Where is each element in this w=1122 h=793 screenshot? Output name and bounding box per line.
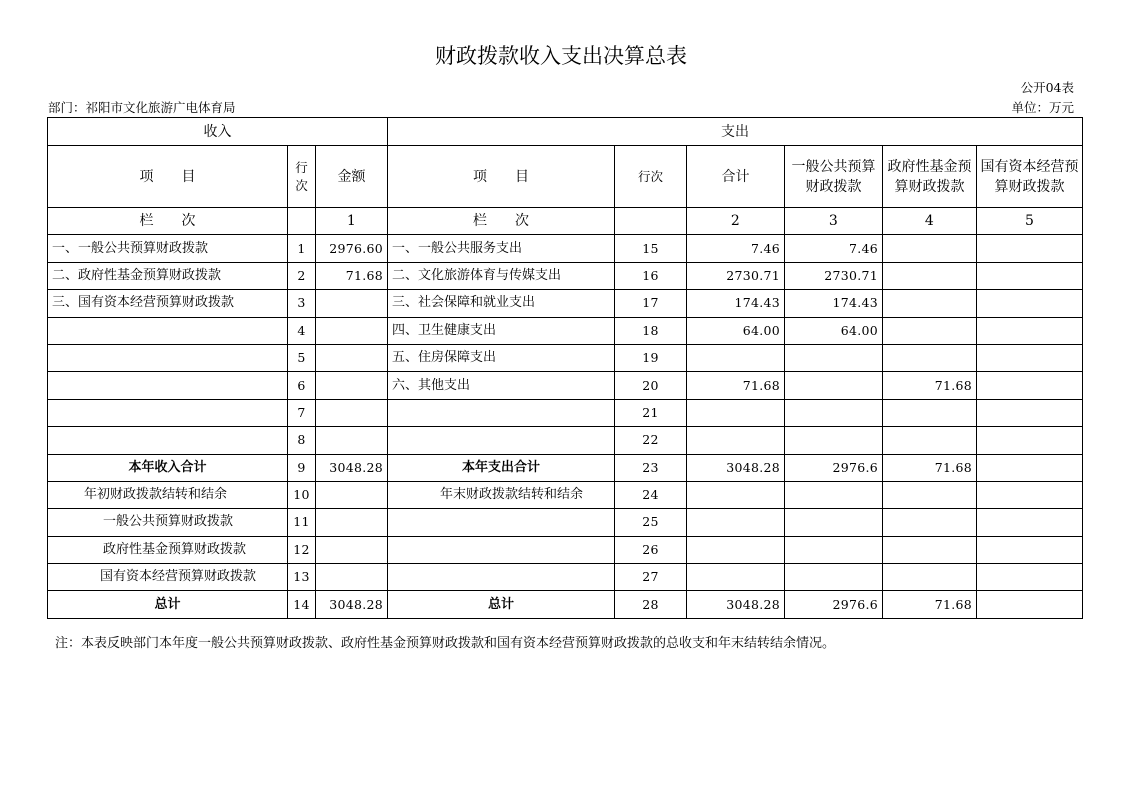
fund-budget-value bbox=[883, 235, 977, 262]
income-item: 政府性基金预算财政拨款 bbox=[48, 536, 288, 563]
form-number: 公开04表 bbox=[1020, 80, 1074, 95]
col-number-1: 1 bbox=[316, 208, 388, 235]
general-budget-value bbox=[785, 427, 883, 454]
income-item: 国有资本经营预算财政拨款 bbox=[48, 564, 288, 591]
income-amount: 2976.60 bbox=[316, 235, 388, 262]
income-line-no: 11 bbox=[288, 509, 316, 536]
state-capital-header: 国有资本经营预算财政拨款 bbox=[977, 146, 1083, 208]
state-capital-value bbox=[977, 262, 1083, 289]
income-amount bbox=[316, 290, 388, 317]
income-header: 收入 bbox=[48, 118, 388, 146]
expense-item: 三、社会保障和就业支出 bbox=[388, 290, 615, 317]
state-capital-value bbox=[977, 454, 1083, 481]
expense-line-no: 27 bbox=[615, 564, 687, 591]
expense-line-no: 28 bbox=[615, 591, 687, 618]
general-budget-value bbox=[785, 399, 883, 426]
income-item bbox=[48, 317, 288, 344]
expense-item: 二、文化旅游体育与传媒支出 bbox=[388, 262, 615, 289]
total-value: 2730.71 bbox=[687, 262, 785, 289]
fund-budget-value: 71.68 bbox=[883, 372, 977, 399]
expense-item: 六、其他支出 bbox=[388, 372, 615, 399]
income-item: 二、政府性基金预算财政拨款 bbox=[48, 262, 288, 289]
expense-line-no: 15 bbox=[615, 235, 687, 262]
general-budget-value: 2976.6 bbox=[785, 591, 883, 618]
state-capital-value bbox=[977, 317, 1083, 344]
income-line-no: 9 bbox=[288, 454, 316, 481]
total-value bbox=[687, 344, 785, 371]
income-line-no-header: 行次 bbox=[288, 146, 316, 208]
fund-budget-value bbox=[883, 399, 977, 426]
year-expense-total-label: 本年支出合计 bbox=[388, 454, 615, 481]
lanci-label: 栏 次 bbox=[48, 208, 288, 235]
state-capital-value bbox=[977, 290, 1083, 317]
table-row bbox=[48, 262, 1083, 289]
expense-line-no: 24 bbox=[615, 481, 687, 508]
income-amount bbox=[316, 372, 388, 399]
general-budget-value: 2730.71 bbox=[785, 262, 883, 289]
fund-budget-value bbox=[883, 344, 977, 371]
expense-line-no: 16 bbox=[615, 262, 687, 289]
general-budget-header: 一般公共预算财政拨款 bbox=[785, 146, 883, 208]
expense-line-no: 20 bbox=[615, 372, 687, 399]
income-amount bbox=[316, 427, 388, 454]
state-capital-value bbox=[977, 344, 1083, 371]
col-number-4: 4 bbox=[883, 208, 977, 235]
unit-label: 单位：万元 bbox=[1011, 100, 1074, 115]
expense-line-no: 21 bbox=[615, 399, 687, 426]
income-item-header: 项 目 bbox=[48, 146, 288, 208]
col-number-3: 3 bbox=[785, 208, 883, 235]
income-item bbox=[48, 372, 288, 399]
fund-budget-value bbox=[883, 427, 977, 454]
table-row bbox=[48, 344, 1083, 371]
income-line-no: 13 bbox=[288, 564, 316, 591]
income-line-no: 7 bbox=[288, 399, 316, 426]
total-value: 3048.28 bbox=[687, 454, 785, 481]
general-budget-value: 2976.6 bbox=[785, 454, 883, 481]
expense-header: 支出 bbox=[388, 118, 1083, 146]
table-row bbox=[48, 399, 1083, 426]
lanci-label: 栏 次 bbox=[388, 208, 615, 235]
state-capital-value bbox=[977, 427, 1083, 454]
expense-item bbox=[388, 509, 615, 536]
table-row bbox=[48, 427, 1083, 454]
income-amount: 3048.28 bbox=[316, 591, 388, 618]
expense-line-no-header: 行次 bbox=[615, 146, 687, 208]
column-header-row bbox=[48, 146, 1083, 208]
total-value bbox=[687, 427, 785, 454]
income-amount bbox=[316, 344, 388, 371]
fund-budget-value bbox=[883, 290, 977, 317]
footnote: 注：本表反映部门本年度一般公共预算财政拨款、政府性基金预算财政拨款和国有资本经营预算财政拨款的总收支和年末结转结余情况。 bbox=[55, 636, 836, 651]
expense-line-no: 23 bbox=[615, 454, 687, 481]
year-total-row bbox=[48, 454, 1083, 481]
carry-row bbox=[48, 564, 1083, 591]
expense-item: 四、卫生健康支出 bbox=[388, 317, 615, 344]
state-capital-value bbox=[977, 235, 1083, 262]
expense-item: 一、一般公共服务支出 bbox=[388, 235, 615, 262]
expense-item: 五、住房保障支出 bbox=[388, 344, 615, 371]
total-value bbox=[687, 399, 785, 426]
section-header-row bbox=[48, 118, 1083, 146]
general-budget-value: 64.00 bbox=[785, 317, 883, 344]
table-row bbox=[48, 372, 1083, 399]
expense-item bbox=[388, 564, 615, 591]
state-capital-value bbox=[977, 591, 1083, 618]
col-number-5: 5 bbox=[977, 208, 1083, 235]
income-item bbox=[48, 427, 288, 454]
fund-budget-value bbox=[883, 317, 977, 344]
total-header: 合计 bbox=[687, 146, 785, 208]
total-value: 7.46 bbox=[687, 235, 785, 262]
general-budget-value: 174.43 bbox=[785, 290, 883, 317]
expense-line-no: 17 bbox=[615, 290, 687, 317]
state-capital-value bbox=[977, 399, 1083, 426]
table-row bbox=[48, 235, 1083, 262]
column-number-row bbox=[48, 208, 1083, 235]
income-item bbox=[48, 344, 288, 371]
grand-total-row bbox=[48, 591, 1083, 618]
expense-item bbox=[388, 536, 615, 563]
income-amount bbox=[316, 317, 388, 344]
income-item bbox=[48, 399, 288, 426]
table-row bbox=[48, 317, 1083, 344]
expense-line-no: 22 bbox=[615, 427, 687, 454]
general-budget-value bbox=[785, 372, 883, 399]
income-amount-header: 金额 bbox=[316, 146, 388, 208]
income-item: 年初财政拨款结转和结余 bbox=[48, 481, 288, 508]
expense-item: 年末财政拨款结转和结余 bbox=[388, 481, 615, 508]
expense-line-no: 19 bbox=[615, 344, 687, 371]
total-value: 71.68 bbox=[687, 372, 785, 399]
income-item: 一般公共预算财政拨款 bbox=[48, 509, 288, 536]
income-amount: 3048.28 bbox=[316, 454, 388, 481]
income-line-no: 12 bbox=[288, 536, 316, 563]
grand-total-income-label: 总计 bbox=[48, 591, 288, 618]
expense-item bbox=[388, 427, 615, 454]
income-amount: 71.68 bbox=[316, 262, 388, 289]
grand-total-expense-label: 总计 bbox=[388, 591, 615, 618]
income-item: 一、一般公共预算财政拨款 bbox=[48, 235, 288, 262]
fund-budget-value bbox=[883, 262, 977, 289]
income-item: 三、国有资本经营预算财政拨款 bbox=[48, 290, 288, 317]
department-label: 部门：祁阳市文化旅游广电体育局 bbox=[48, 100, 236, 115]
income-line-no: 1 bbox=[288, 235, 316, 262]
year-income-total-label: 本年收入合计 bbox=[48, 454, 288, 481]
income-line-no: 10 bbox=[288, 481, 316, 508]
income-line-no: 4 bbox=[288, 317, 316, 344]
expense-item bbox=[388, 399, 615, 426]
fund-budget-value: 71.68 bbox=[883, 454, 977, 481]
carry-row bbox=[48, 481, 1083, 508]
expense-line-no: 26 bbox=[615, 536, 687, 563]
income-line-no: 3 bbox=[288, 290, 316, 317]
total-value: 3048.28 bbox=[687, 591, 785, 618]
income-line-no: 5 bbox=[288, 344, 316, 371]
income-line-no: 2 bbox=[288, 262, 316, 289]
expense-line-no: 18 bbox=[615, 317, 687, 344]
income-line-no: 6 bbox=[288, 372, 316, 399]
table-row bbox=[48, 290, 1083, 317]
fund-budget-value: 71.68 bbox=[883, 591, 977, 618]
fund-budget-header: 政府性基金预算财政拨款 bbox=[883, 146, 977, 208]
state-capital-value bbox=[977, 372, 1083, 399]
income-line-no: 14 bbox=[288, 591, 316, 618]
total-value: 174.43 bbox=[687, 290, 785, 317]
general-budget-value: 7.46 bbox=[785, 235, 883, 262]
page-title: 财政拨款收入支出决算总表 bbox=[435, 44, 687, 68]
income-line-no: 8 bbox=[288, 427, 316, 454]
col-number-2: 2 bbox=[687, 208, 785, 235]
carry-row bbox=[48, 509, 1083, 536]
income-amount bbox=[316, 399, 388, 426]
total-value: 64.00 bbox=[687, 317, 785, 344]
expense-item-header: 项 目 bbox=[388, 146, 615, 208]
budget-table bbox=[47, 117, 1083, 619]
general-budget-value bbox=[785, 344, 883, 371]
expense-line-no: 25 bbox=[615, 509, 687, 536]
carry-row bbox=[48, 536, 1083, 563]
